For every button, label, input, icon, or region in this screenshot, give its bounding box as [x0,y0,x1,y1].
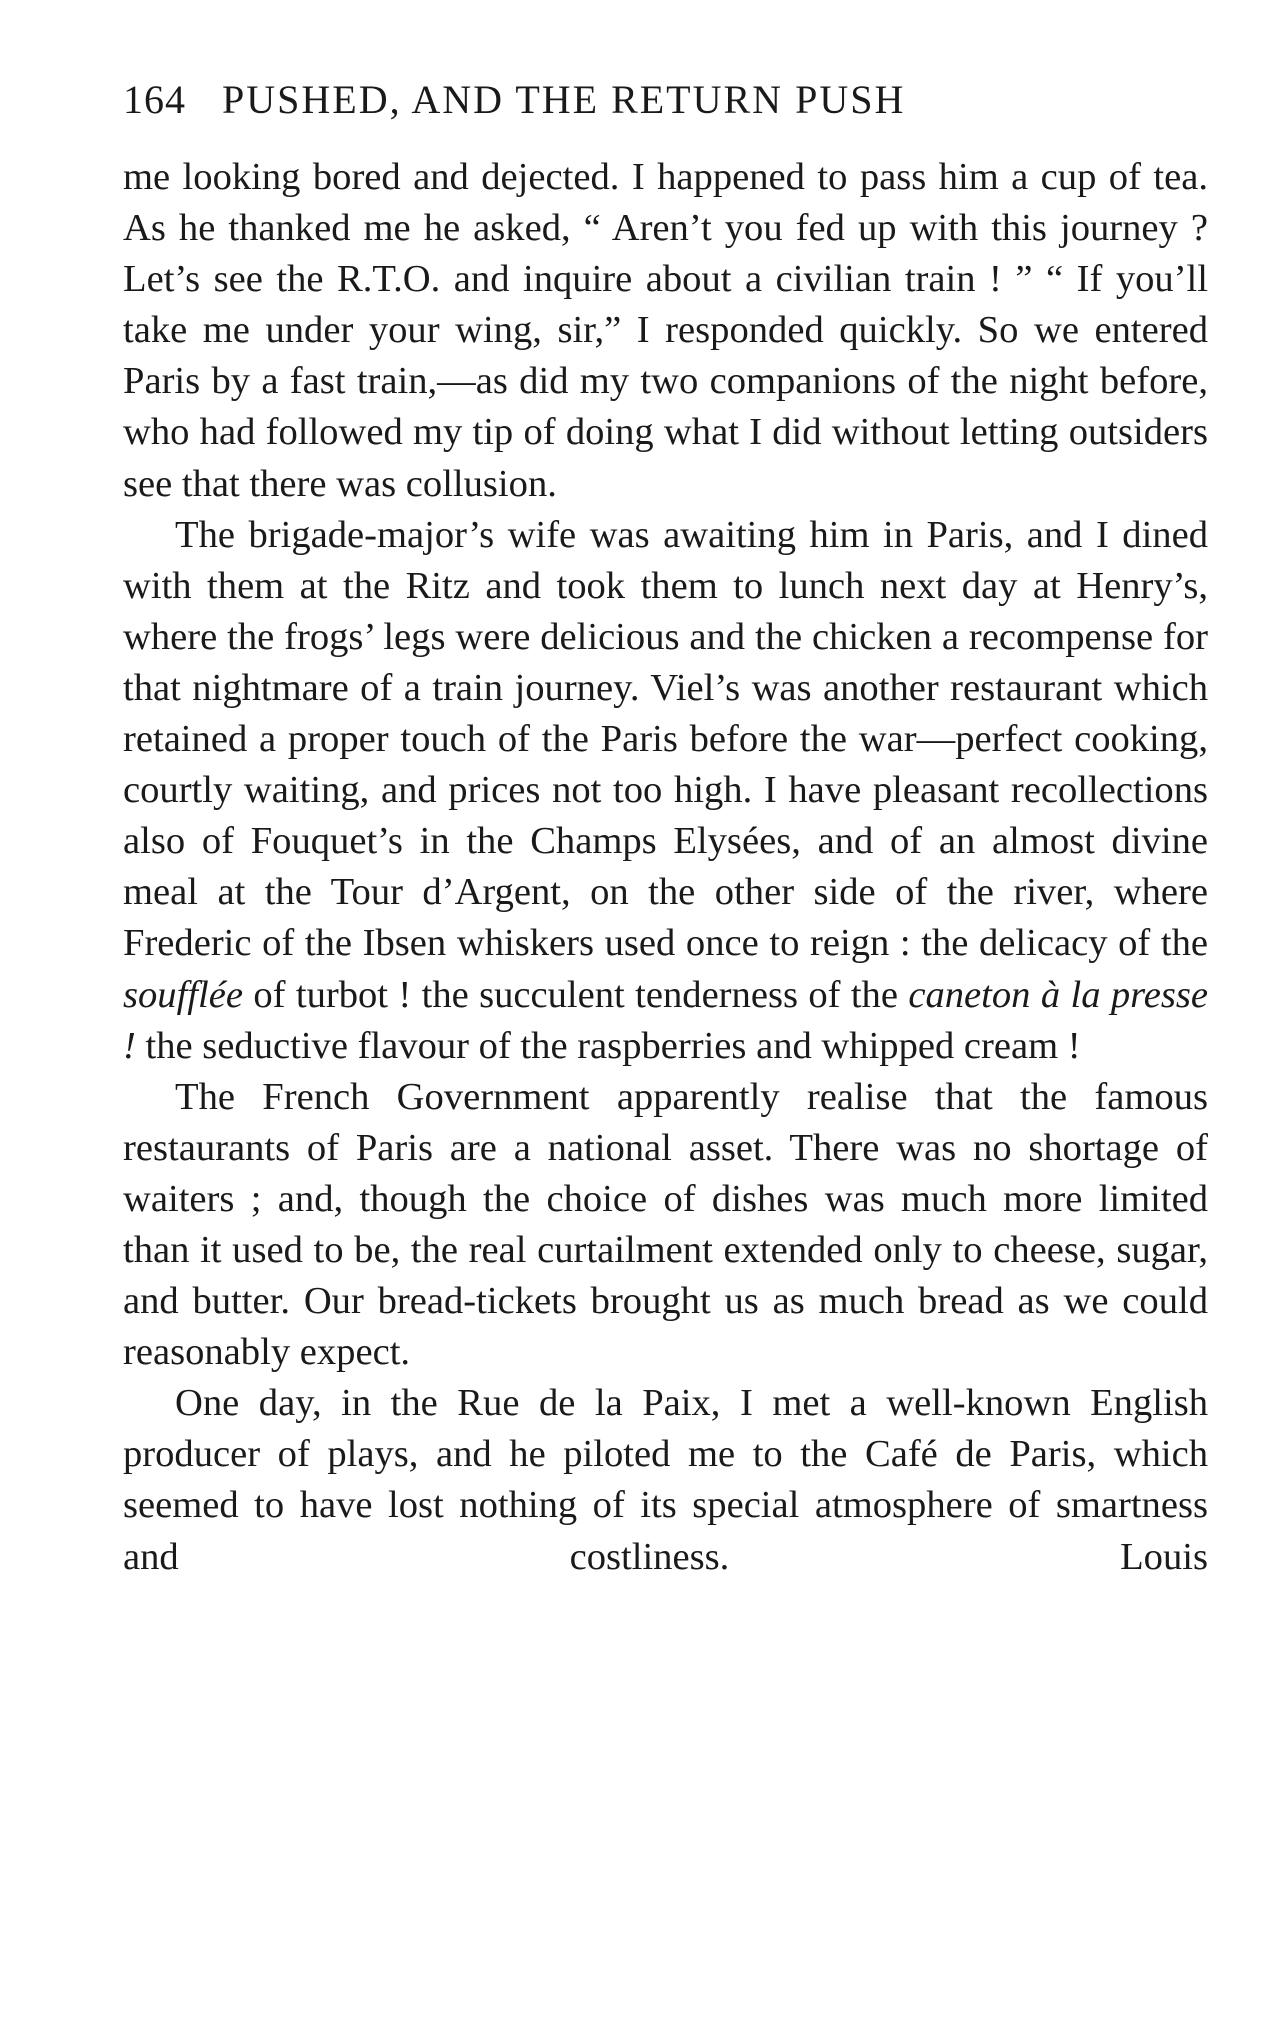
running-title: PUSHED, AND THE RETURN PUSH [222,77,906,122]
paragraph-1-text: me looking bored and dejected. I happened to pass him a cup of tea. As he thanked me he asked, “ Aren’t you fed up with this journey ? Let’s see the R.T.O. and inquire about a civilian train ! ” “ If you’ll take me under your wing, sir,” I responded quickly. So we entered Paris by a fast train,—as did my two companions of the night before, who had followed my tip of doing what I did without letting outsiders see that there was collusion. [123,156,1208,505]
page-header [123,76,1208,136]
paragraph-2-text-a: The brigade-major’s wife was awaiting him in Paris, and I dined with them at the Ritz and took them to lunch next day at Henry’s, where the frogs’ legs were delicious and the chicken a recompense for that nightmare of a train journey. Viel’s was another restaurant which retained a proper touch of the Paris before the war—perfect cooking, courtly waiting, and prices not too high. I have pleasant recollections also of Fouquet’s in the Champs Elysées, and of an almost divine meal at the Tour d’Argent, on the other side of the river, where Frederic of the Ibsen whiskers used once to reign : the delicacy of the [123,513,1208,965]
paragraph-2-italic-souffle: soufflée [123,973,243,1016]
paragraph-1 [123,152,1208,510]
page-number: 164 [123,77,186,122]
book-page [123,76,1208,1583]
paragraph-3 [123,1072,1208,1379]
paragraph-3-text: The French Government apparently realise that the famous restaurants of Paris are a national asset. There was no shortage of waiters ; and, though the choice of dishes was much more limited than it used to be, the real curtailment extended only to cheese, sugar, and butter. Our bread-tickets brought us as much bread as we could reasonably expect. [123,1075,1208,1374]
paragraph-2-italic-caneton: caneton à la presse ! [123,973,1208,1067]
paragraph-4 [123,1378,1208,1582]
paragraph-2-text-c: the seductive flavour of the raspberries and whipped cream ! [135,1024,1081,1067]
paragraph-2 [123,510,1208,1072]
paragraph-2-text-b: of turbot ! the succulent tenderness of the [243,973,909,1016]
paragraph-4-text: One day, in the Rue de la Paix, I met a well-known English producer of plays, and he piloted me to the Café de Paris, which seemed to have lost nothing of its special atmosphere of smartness and costliness. Louis [123,1382,1208,1578]
body-text [123,152,1208,1583]
